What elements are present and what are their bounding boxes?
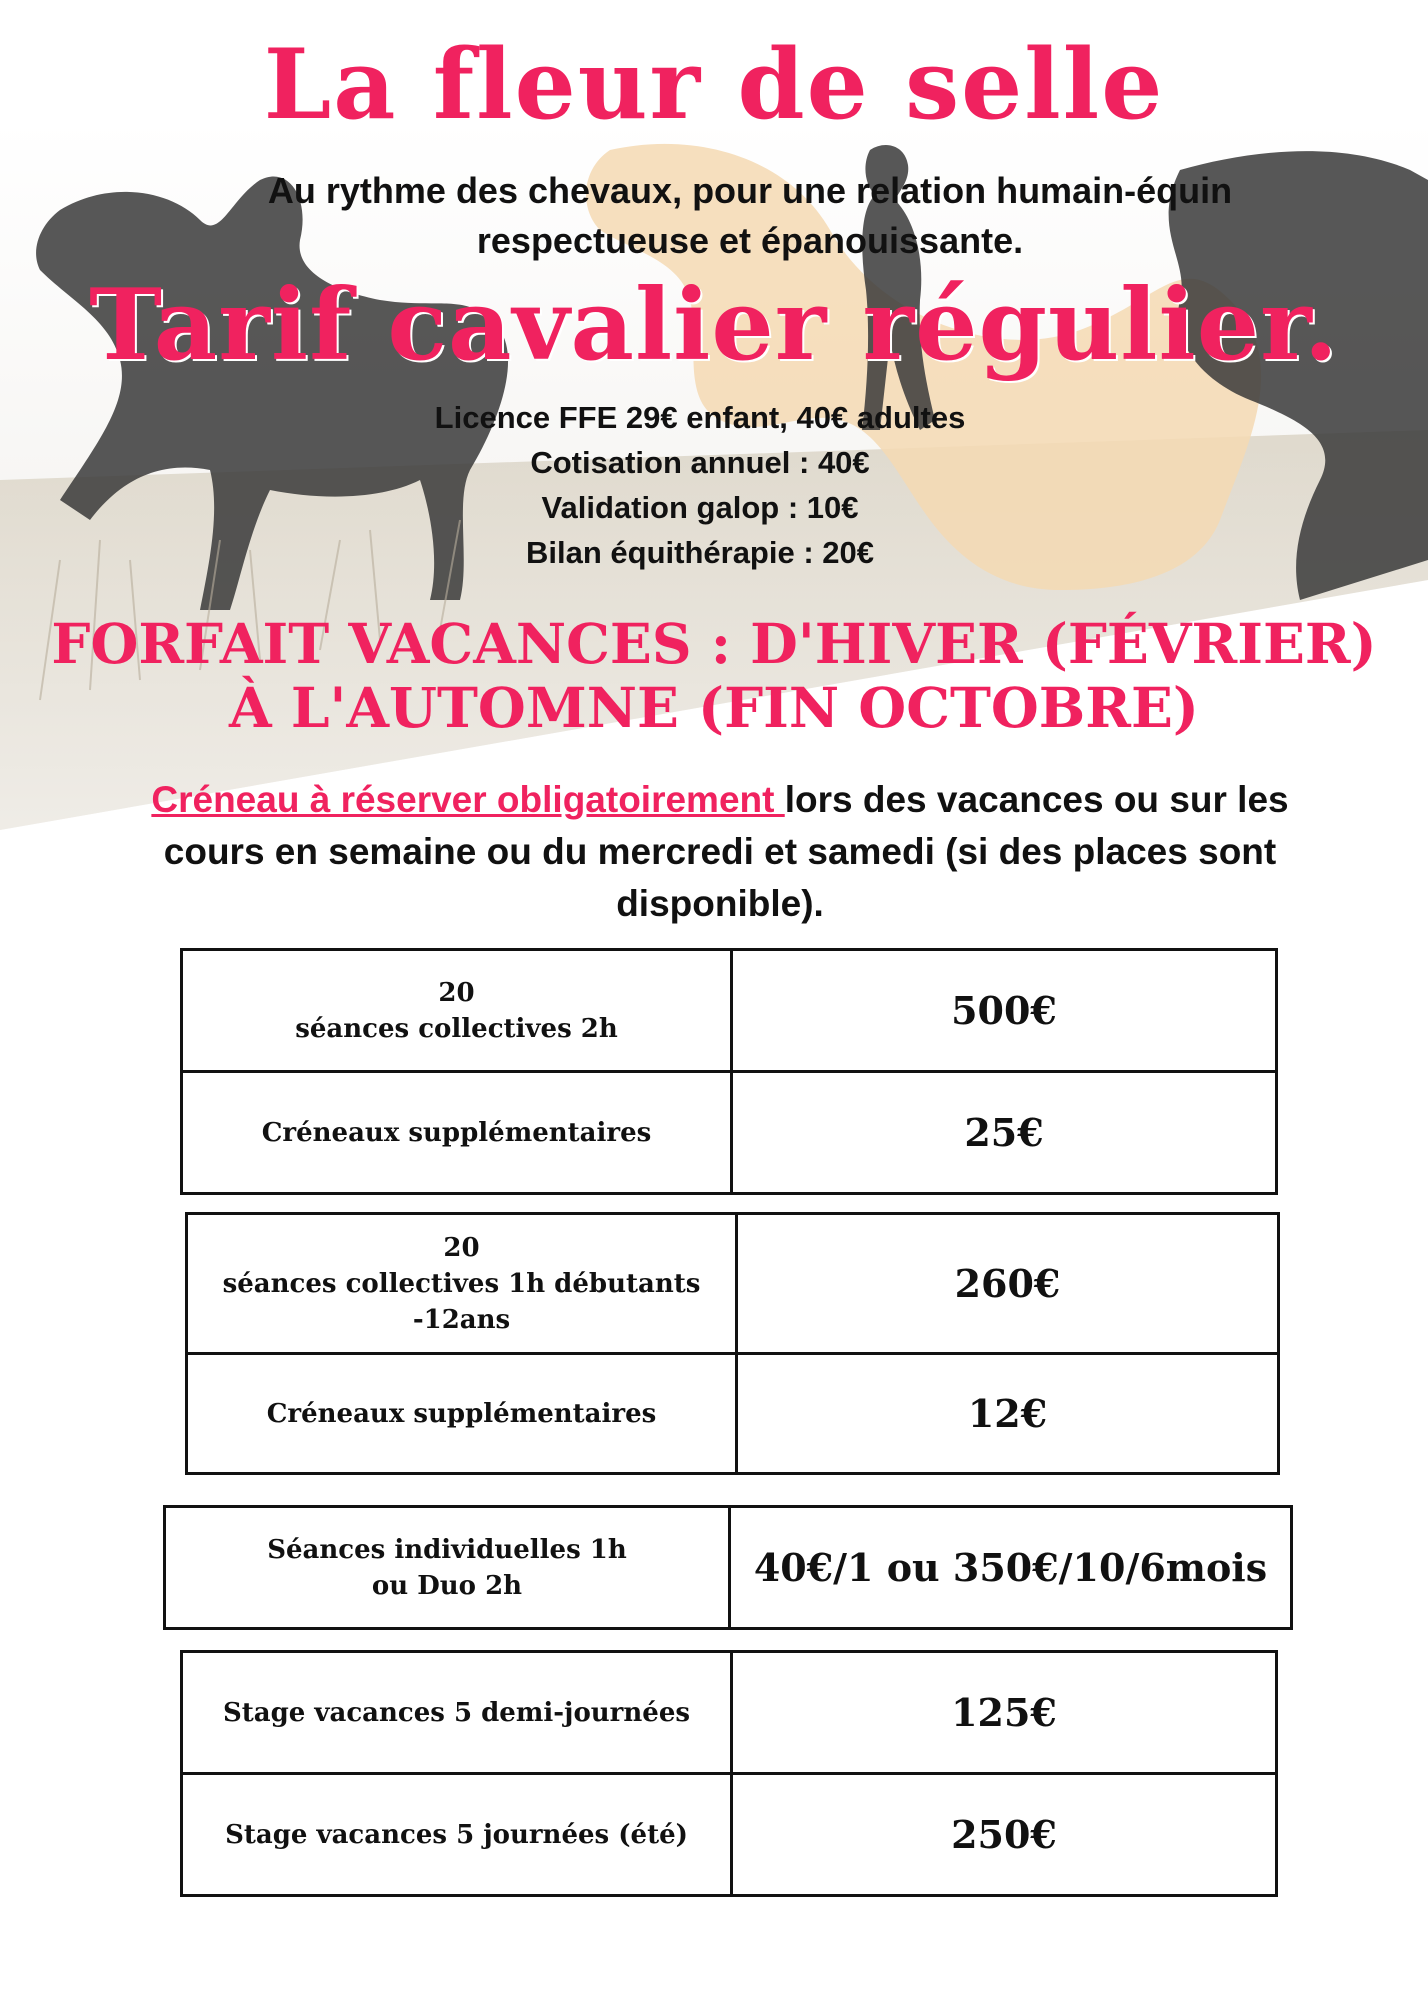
label-line: Stage vacances 5 demi-journées [222,1697,691,1728]
label-line: Créneaux supplémentaires [266,1398,657,1429]
creneau-paragraph [100,774,1340,930]
row-price: 500€ [732,950,1277,1072]
tarif-title: Tarif cavalier régulier. [89,268,1339,383]
row-price: 260€ [737,1214,1279,1354]
fee-bilan: Bilan équithérapie : 20€ [526,535,874,570]
table-row [182,1652,1277,1774]
label-line: -12ans [412,1304,511,1335]
fee-licence: Licence FFE 29€ enfant, 40€ adultes [434,400,966,435]
price-table-individuelles [163,1505,1293,1630]
table-row [165,1507,1292,1629]
row-price: 12€ [737,1354,1279,1474]
label-line: Créneaux supplémentaires [261,1117,652,1148]
page-title: La fleur de selle [263,28,1165,141]
subtitle-line-1: Au rythme des chevaux, pour une relation humain-équin [267,170,1233,211]
row-price: 25€ [732,1072,1277,1194]
fee-cotisation: Cotisation annuel : 40€ [530,445,870,480]
row-label [182,1774,732,1896]
row-label [165,1507,730,1629]
label-line: Séances individuelles 1h [267,1534,627,1565]
label-line: 20 [443,1232,480,1263]
fee-galop: Validation galop : 10€ [541,490,859,525]
label-line: Stage vacances 5 journées (été) [225,1819,688,1850]
table-row [182,950,1277,1072]
table-row [187,1214,1279,1354]
creneau-text: lors des vacances ou sur les cours en semaine ou du mercredi et samedi (si des places sont disponible). [163,779,1289,924]
forfait-line-1: FORFAIT VACANCES : D'HIVER (FÉVRIER) [51,611,1377,676]
fees-list [300,395,1100,575]
price-table-collective-2h [180,948,1278,1195]
label-line: 20 [438,977,475,1008]
row-price: 40€/1 ou 350€/10/6mois [730,1507,1292,1629]
table-row [187,1354,1279,1474]
forfait-line-2: À L'AUTOMNE (FIN OCTOBRE) [229,675,1199,740]
subtitle-line-2: respectueuse et épanouissante. [476,220,1024,261]
row-price: 125€ [732,1652,1277,1774]
creneau-link[interactable]: Créneau à réserver obligatoirement [151,779,785,820]
label-line: ou Duo 2h [371,1570,523,1601]
subtitle [180,166,1320,266]
row-label [182,950,732,1072]
label-line: séances collectives 2h [295,1013,618,1044]
row-label [187,1214,737,1354]
table-row [182,1072,1277,1194]
price-table-stages [180,1650,1278,1897]
forfait-heading [0,612,1428,740]
row-label [182,1072,732,1194]
label-line: séances collectives 1h débutants [222,1268,701,1299]
row-price: 250€ [732,1774,1277,1896]
table-row [182,1774,1277,1896]
row-label [187,1354,737,1474]
row-label [182,1652,732,1774]
price-table-collective-1h [185,1212,1280,1475]
